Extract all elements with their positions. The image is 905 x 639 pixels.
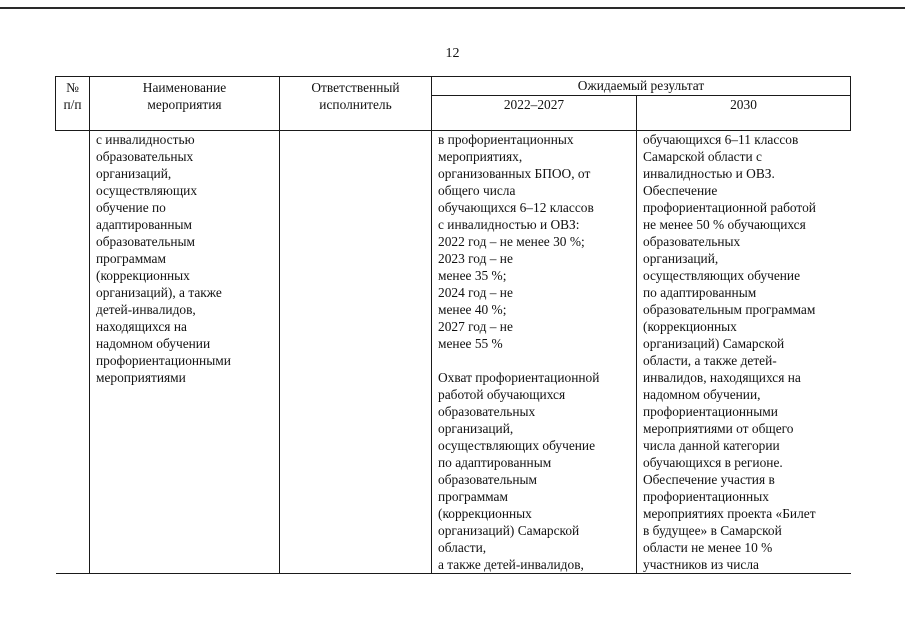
- text-line: менее 40 %;: [438, 302, 507, 317]
- result-block-1: [438, 131, 630, 352]
- text-line: общего числа: [438, 183, 516, 198]
- text-line: организаций) Самарской: [643, 336, 785, 351]
- text-line: Охват профориентационной: [438, 370, 600, 385]
- text-line: организаций,: [643, 251, 719, 266]
- text-line: мероприятиями от общего: [643, 421, 794, 436]
- table-row: [56, 131, 851, 574]
- page-number: 12: [445, 46, 460, 61]
- text-line: инвалидностью и ОВЗ.: [643, 166, 775, 181]
- text-line: профориентационной работой: [643, 200, 816, 215]
- header-row-1: [56, 77, 851, 96]
- text-line: профориентационными: [643, 404, 778, 419]
- text-line: инвалидов, находящихся на: [643, 370, 801, 385]
- text-line: по адаптированным: [438, 455, 552, 470]
- text-line: осуществляющих обучение: [438, 438, 596, 453]
- text-line: образовательных: [96, 149, 194, 164]
- text-line: обучающихся в регионе.: [643, 455, 783, 470]
- text-line: детей-инвалидов,: [96, 302, 196, 317]
- text-line: в будущее» в Самарской: [643, 523, 782, 538]
- cell-number: [56, 131, 90, 574]
- text-line: образовательным программам: [643, 302, 816, 317]
- text-line: осуществляющих: [96, 183, 198, 198]
- text-line: числа данной категории: [643, 438, 780, 453]
- text-line: мероприятиях,: [438, 149, 523, 164]
- text-line: мероприятиях проекта «Билет: [643, 506, 816, 521]
- text-line: области не менее 10 %: [643, 540, 773, 555]
- header-responsible-line2: исполнитель: [319, 97, 392, 112]
- text-line: 2023 год – не: [438, 251, 513, 266]
- text-line: Обеспечение: [643, 183, 718, 198]
- text-line: адаптированным: [96, 217, 192, 232]
- block-spacer: [438, 352, 630, 369]
- text-line: обучение по: [96, 200, 166, 215]
- text-line: образовательным: [96, 234, 196, 249]
- header-period-2030: 2030: [637, 96, 851, 131]
- text-line: образовательных: [438, 404, 536, 419]
- text-line: Обеспечение участия в: [643, 472, 775, 487]
- text-line: организованных БПОО, от: [438, 166, 591, 181]
- text-line: программам: [96, 251, 166, 266]
- header-period-2022-2027: 2022–2027: [432, 96, 637, 131]
- text-line: области,: [438, 540, 487, 555]
- text-line: Самарской области с: [643, 149, 762, 164]
- result-block-2: [438, 369, 630, 573]
- text-line: надомном обучении: [96, 336, 211, 351]
- header-number-line2: п/п: [63, 97, 82, 112]
- text-line: (коррекционных: [438, 506, 532, 521]
- header-expected-result: Ожидаемый результат: [432, 77, 851, 96]
- text-line: не менее 50 % обучающихся: [643, 217, 806, 232]
- cell-responsible: [280, 131, 432, 574]
- text-line: менее 55 %: [438, 336, 503, 351]
- text-line: работой обучающихся: [438, 387, 566, 402]
- text-line: организаций,: [96, 166, 172, 181]
- text-line: (коррекционных: [643, 319, 737, 334]
- text-line: по адаптированным: [643, 285, 757, 300]
- text-line: 2027 год – не: [438, 319, 513, 334]
- text-line: менее 35 %;: [438, 268, 507, 283]
- text-line: организаций), а также: [96, 285, 222, 300]
- events-table: [55, 76, 851, 574]
- text-line: профориентационными: [96, 353, 231, 368]
- text-line: образовательных: [643, 234, 741, 249]
- text-line: мероприятиями: [96, 370, 186, 385]
- text-line: надомном обучении,: [643, 387, 761, 402]
- text-line: в профориентационных: [438, 132, 574, 147]
- text-line: 2024 год – не: [438, 285, 513, 300]
- header-responsible-line1: Ответственный: [311, 80, 400, 95]
- cell-result-2022-2027: [432, 131, 637, 574]
- header-number: [56, 77, 90, 131]
- text-line: области, а также детей-: [643, 353, 777, 368]
- text-line: (коррекционных: [96, 268, 190, 283]
- text-line: обучающихся 6–11 классов: [643, 132, 799, 147]
- text-line: 2022 год – не менее 30 %;: [438, 234, 585, 249]
- text-line: участников из числа: [643, 557, 759, 572]
- text-line: находящихся на: [96, 319, 187, 334]
- text-line: обучающихся 6–12 классов: [438, 200, 594, 215]
- cell-event-name: [90, 131, 280, 574]
- text-line: организаций,: [438, 421, 514, 436]
- top-border-line: [0, 7, 905, 9]
- header-event-name-line2: мероприятия: [147, 97, 222, 112]
- header-number-line1: №: [66, 80, 79, 95]
- text-line: осуществляющих обучение: [643, 268, 801, 283]
- text-line: с инвалидностью: [96, 132, 195, 147]
- text-line: профориентационных: [643, 489, 769, 504]
- text-line: образовательным: [438, 472, 538, 487]
- text-line: программам: [438, 489, 508, 504]
- cell-result-2030: [637, 131, 851, 574]
- text-line: организаций) Самарской: [438, 523, 580, 538]
- text-line: а также детей-инвалидов,: [438, 557, 584, 572]
- header-event-name-line1: Наименование: [142, 80, 227, 95]
- header-event-name: [90, 77, 280, 131]
- header-responsible: [280, 77, 432, 131]
- text-line: с инвалидностью и ОВЗ:: [438, 217, 580, 232]
